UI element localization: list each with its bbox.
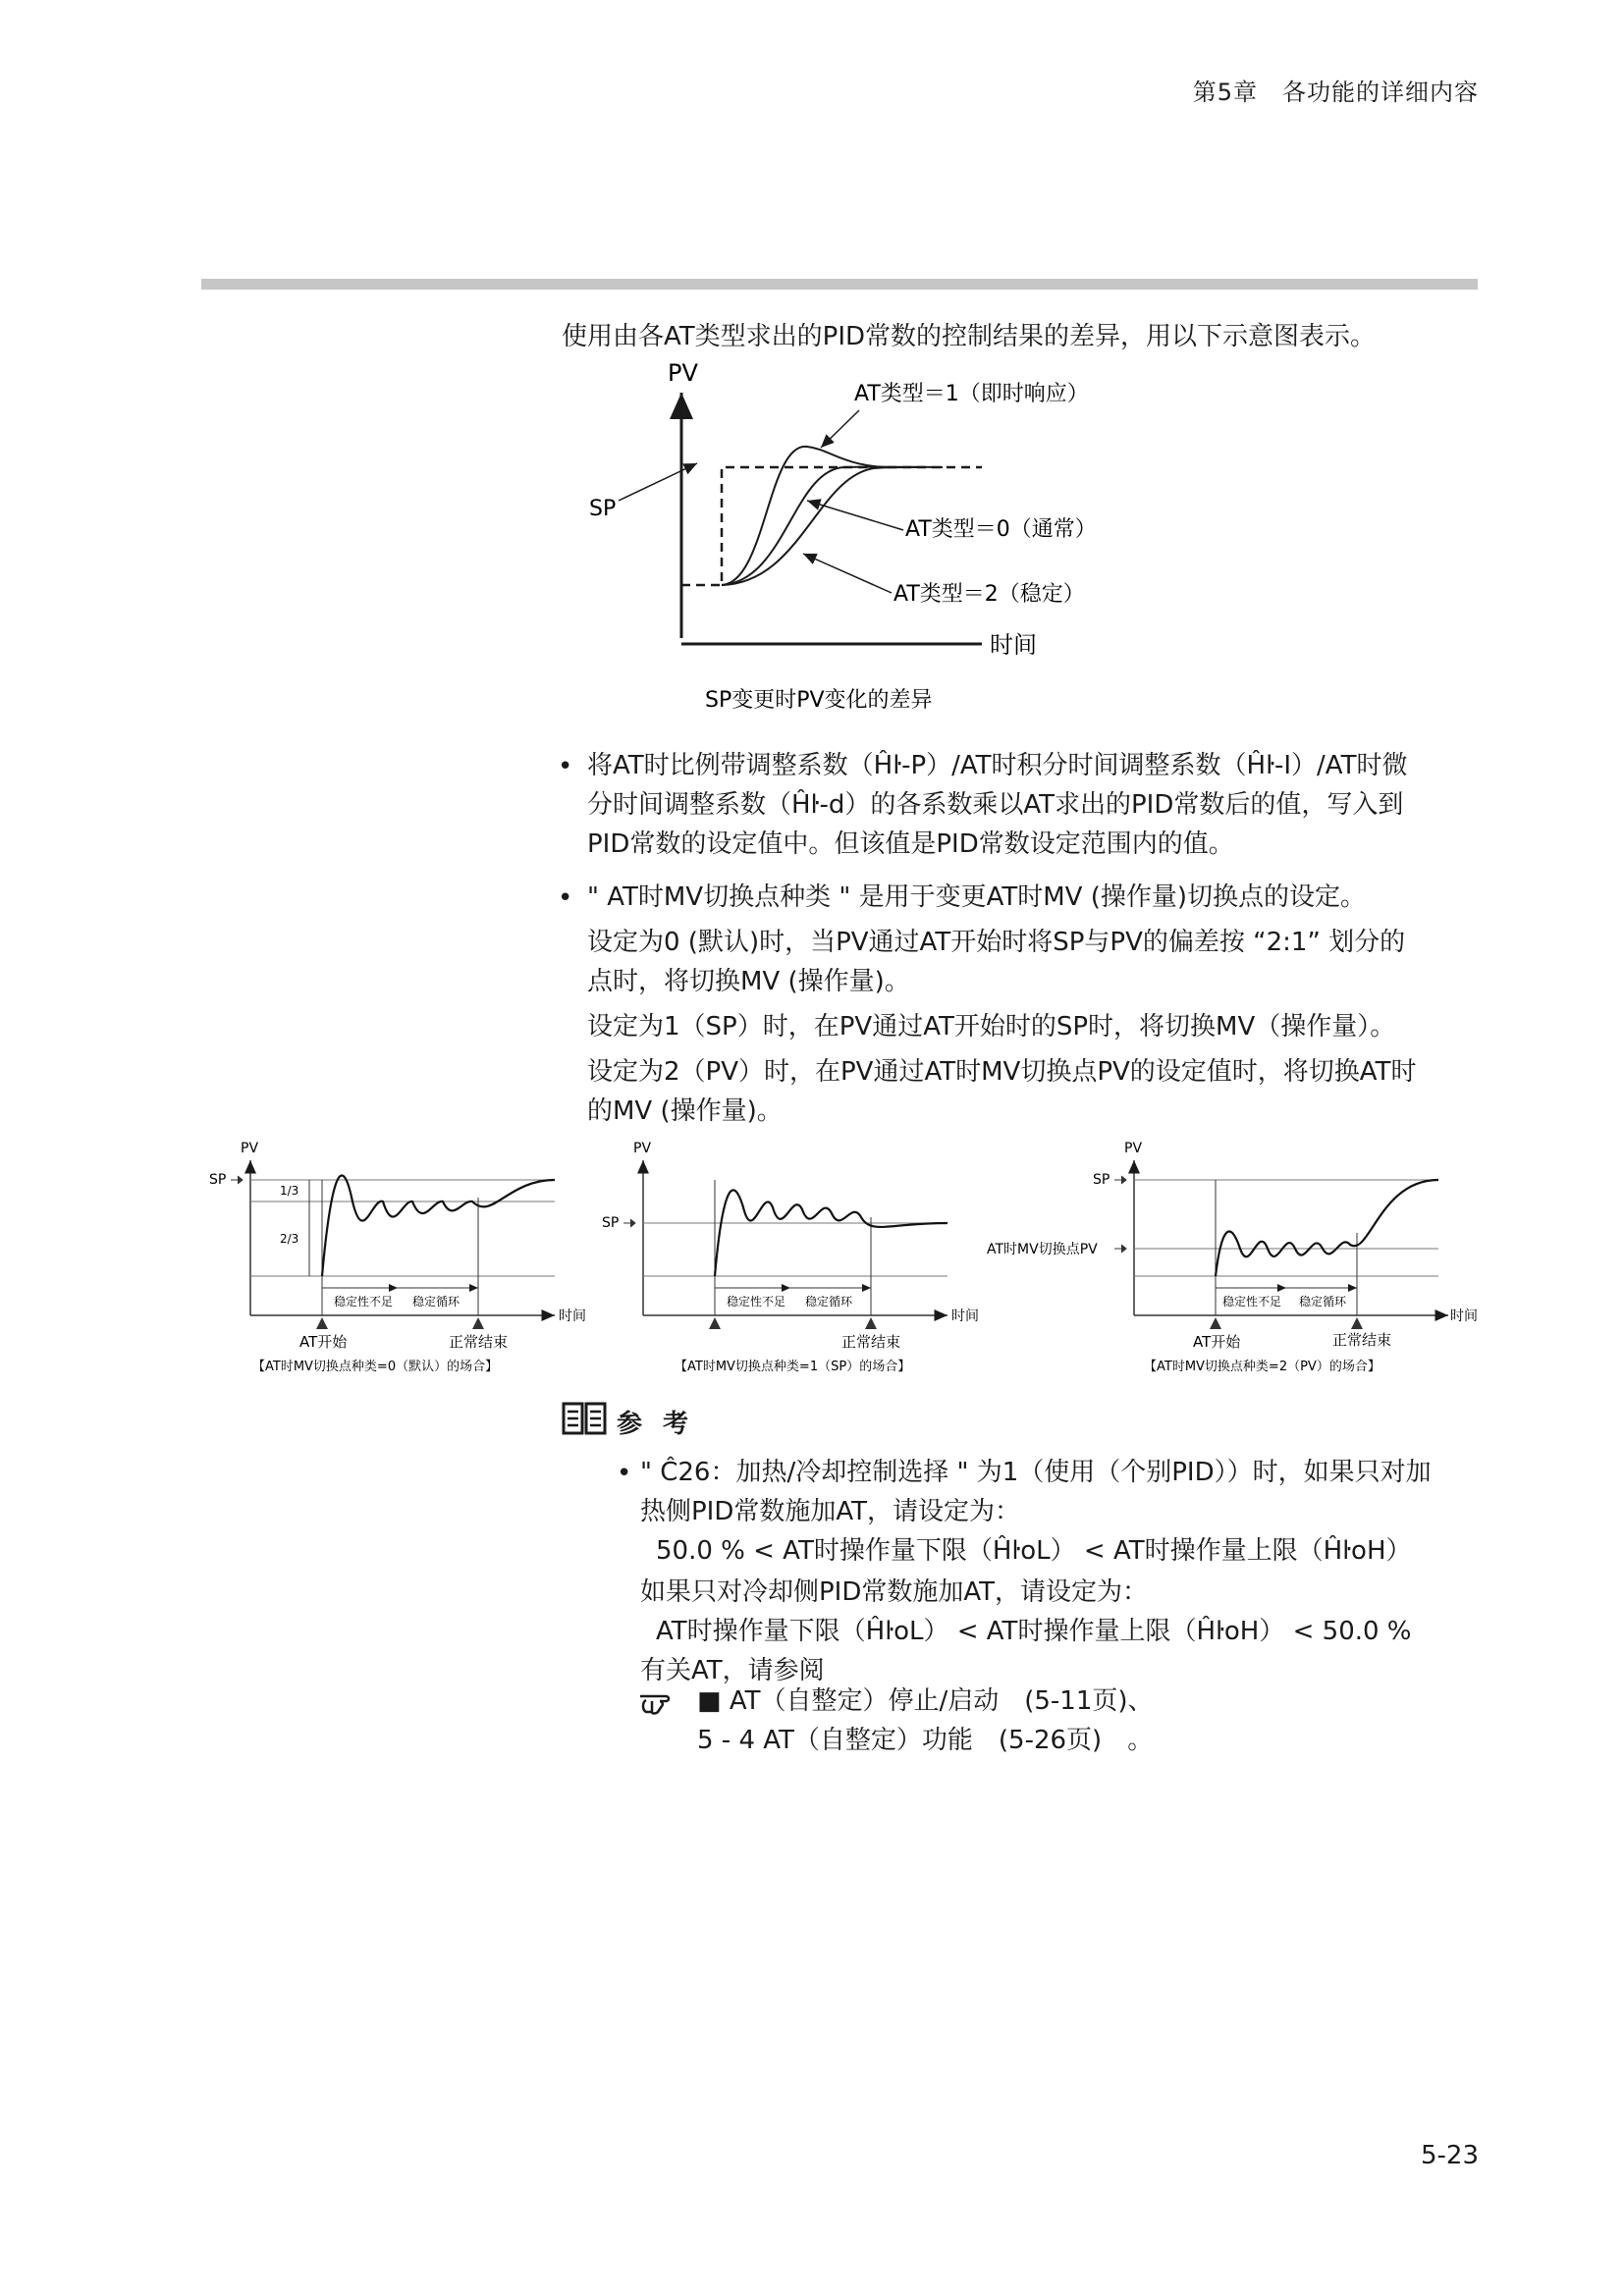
chart0-normal-end: 正常结束	[449, 1333, 509, 1351]
chart2-caption: 【AT时MV切换点种类=2（PV）的场合】	[1144, 1360, 1380, 1374]
text-line: 有关AT，请参阅	[640, 1656, 825, 1685]
mv-setting-0	[587, 923, 1485, 1001]
chart2-at-start: AT开始	[1193, 1333, 1241, 1351]
intro-text: 使用由各AT类型求出的PID常数的控制结果的差异，用以下示意图表示。	[562, 322, 1377, 351]
chart2-phase1: 稳定性不足	[1222, 1295, 1282, 1308]
bullet-mv-switch	[587, 878, 1485, 917]
chart2-sp-label: SP	[1093, 1172, 1110, 1188]
bullet-coefficients	[587, 746, 1485, 864]
chart1-sp-label: SP	[602, 1215, 620, 1231]
page-number: 5-23	[1420, 2141, 1479, 2170]
mv-setting-2	[587, 1052, 1485, 1131]
chart0-phase2: 稳定循环	[412, 1295, 460, 1308]
chart2-pv-label: PV	[1124, 1141, 1143, 1156]
bullet-dot: •	[558, 752, 573, 781]
chart1-phase1: 稳定性不足	[727, 1295, 786, 1308]
reference-body	[640, 1453, 1485, 1690]
fig1-sp-label: SP	[589, 497, 617, 521]
text-line: 设定为1（SP）时，在PV通过AT开始时的SP时，将切换MV（操作量）。	[587, 1012, 1396, 1041]
text-line: 将AT时比例带调整系数（Ĥŀ-P）/AT时积分时间调整系数（Ĥŀ-I）/AT时微	[587, 751, 1408, 780]
text-line: 分时间调整系数（Ĥŀ-d）的各系数乘以AT求出的PID常数后的值，写入到	[587, 790, 1404, 820]
chart1-phase2: 稳定循环	[805, 1295, 853, 1308]
chart0-ratio-bottom: 2/3	[280, 1232, 299, 1246]
chart1-normal-end: 正常结束	[841, 1333, 901, 1351]
reference-links	[697, 1682, 1154, 1760]
pointing-hand-icon	[638, 1688, 681, 1716]
text-line: " Ĉ26：加热/冷却控制选择 " 为1（使用（个别PID））时，如果只对加	[640, 1458, 1432, 1487]
section-divider	[201, 279, 1478, 290]
mini-chart-default	[201, 1139, 604, 1394]
link-at-stop-start[interactable]: ■ AT（自整定）停止/启动 (5-11页)、	[697, 1686, 1154, 1716]
fig1-caption: SP变更时PV变化的差异	[705, 688, 933, 713]
chart1-pv-label: PV	[633, 1141, 652, 1156]
fig1-curve1-label: AT类型＝1（即时响应）	[854, 382, 1089, 406]
link-at-function[interactable]: 5 - 4 AT（自整定）功能 (5-26页) 。	[697, 1726, 1154, 1755]
chapter-header: 第5章 各功能的详细内容	[1192, 79, 1479, 106]
chart0-time-label: 时间	[559, 1308, 586, 1324]
mv-setting-1	[587, 1007, 1485, 1046]
text-line: 热侧PID常数施加AT，请设定为：	[640, 1497, 1021, 1526]
mini-chart-sp	[594, 1139, 997, 1394]
fig1-curve0-label: AT类型＝0（通常）	[905, 517, 1097, 542]
text-line: 如果只对冷却侧PID常数施加AT，请设定为：	[640, 1577, 1149, 1607]
text-line: 的MV (操作量)。	[587, 1096, 783, 1126]
chart0-caption: 【AT时MV切换点种类=0（默认）的场合】	[252, 1360, 499, 1374]
chart2-normal-end: 正常结束	[1332, 1331, 1392, 1349]
fig1-curve2-label: AT类型＝2（稳定）	[893, 582, 1085, 607]
bullet-dot: •	[558, 883, 573, 913]
reference-title: 参 考	[617, 1410, 695, 1439]
mini-chart-pv	[987, 1139, 1478, 1394]
chart2-phase2: 稳定循环	[1299, 1295, 1347, 1308]
chart0-pv-label: PV	[241, 1141, 259, 1156]
chart2-time-label: 时间	[1450, 1308, 1478, 1324]
book-icon	[562, 1402, 607, 1437]
chart1-time-label: 时间	[951, 1308, 979, 1324]
at-type-response-figure	[550, 353, 1100, 726]
chart1-caption: 【AT时MV切换点种类=1（SP）的场合】	[675, 1360, 911, 1374]
text-line: 50.0 % < AT时操作量下限（ĤŀoL） < AT时操作量上限（ĤŀoH）	[656, 1536, 1412, 1566]
text-line: " AT时MV切换点种类 " 是用于变更AT时MV (操作量)切换点的设定。	[587, 882, 1367, 912]
chart0-ratio-top: 1/3	[280, 1184, 299, 1198]
text-line: 设定为0 (默认)时，当PV通过AT开始时将SP与PV的偏差按 “2:1” 划分的	[587, 928, 1406, 957]
text-line: 点时，将切换MV (操作量)。	[587, 967, 910, 996]
fig1-y-label: PV	[668, 359, 698, 387]
chart2-mv-point-label: AT时MV切换点PV	[987, 1242, 1098, 1257]
text-line: AT时操作量下限（ĤŀoL） < AT时操作量上限（ĤŀoH） < 50.0 %	[656, 1617, 1412, 1646]
chart0-phase1: 稳定性不足	[334, 1295, 394, 1308]
text-line: 设定为2（PV）时，在PV通过AT时MV切换点PV的设定值时，将切换AT时	[587, 1057, 1417, 1087]
text-line: PID常数的设定值中。但该值是PID常数设定范围内的值。	[587, 829, 1234, 859]
chart0-sp-label: SP	[209, 1172, 227, 1188]
chart0-at-start: AT开始	[299, 1333, 348, 1351]
fig1-x-label: 时间	[990, 631, 1037, 659]
bullet-dot: •	[617, 1459, 632, 1488]
